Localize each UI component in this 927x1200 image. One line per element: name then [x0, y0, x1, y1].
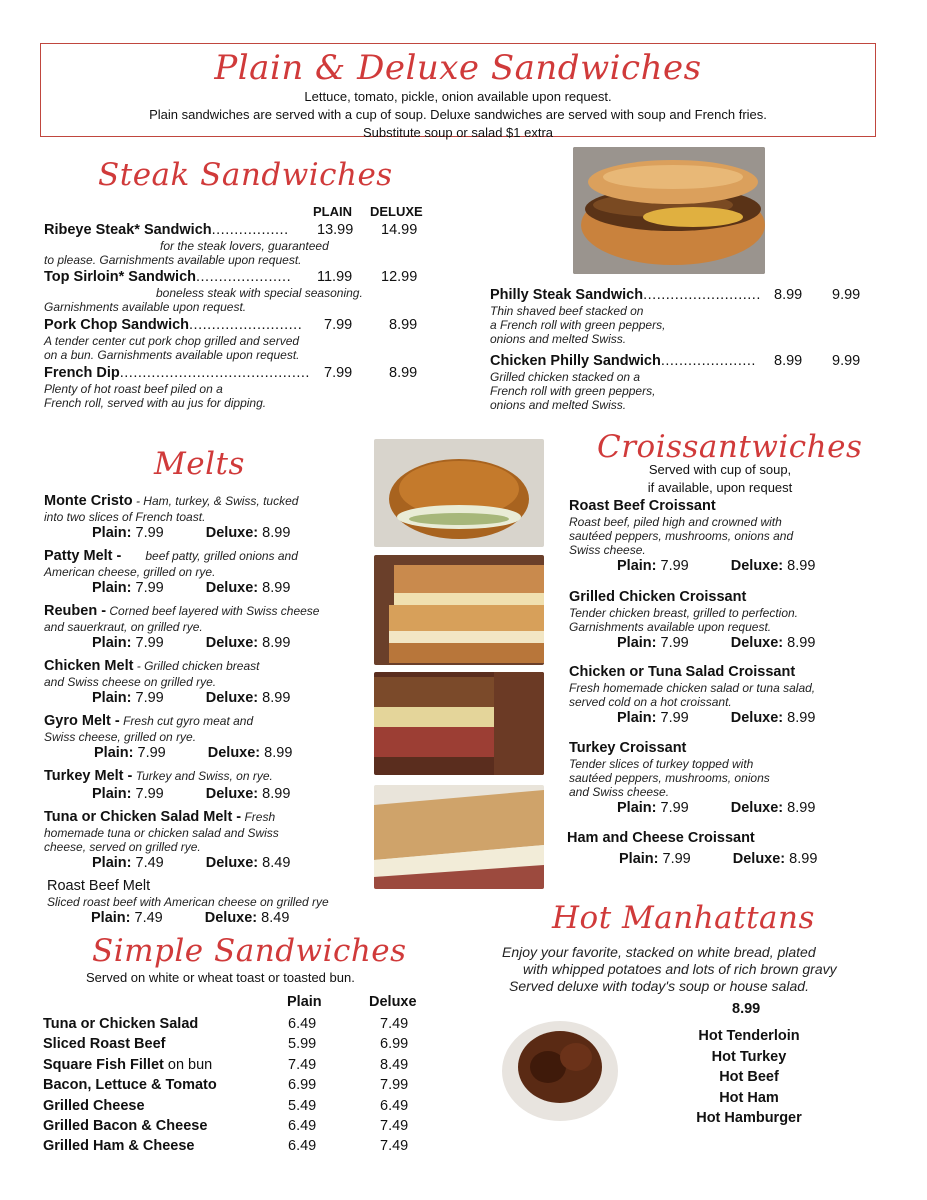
item-desc: Turkey and Swiss, on rye. [132, 769, 273, 783]
manhattans-title: Hot Manhattans [552, 900, 815, 936]
steak-item [44, 316, 444, 362]
deluxe-label: Deluxe: [730, 635, 784, 651]
reuben-photo [374, 672, 544, 775]
price-plain: 7.99 [660, 710, 689, 726]
price-deluxe: 8.99 [262, 690, 291, 706]
price-plain: 7.99 [135, 786, 164, 802]
steak-col-deluxe: DELUXE [370, 204, 423, 219]
croissant-item [569, 497, 889, 575]
plain-label: Plain: [92, 690, 132, 706]
melt-item [44, 767, 364, 803]
croissant-image [374, 439, 544, 547]
header-line-1: Lettuce, tomato, pickle, onion available upon request. [304, 89, 612, 104]
price-deluxe: 9.99 [832, 353, 861, 369]
price-deluxe: 6.49 [380, 1098, 409, 1114]
steak-title: Steak Sandwiches [98, 157, 393, 193]
deluxe-label: Deluxe: [205, 635, 259, 651]
price-plain: 13.99 [317, 222, 354, 238]
item-name: Monte Cristo [44, 493, 133, 509]
leader-dots: ..................... [660, 353, 756, 369]
simple-row [43, 1097, 145, 1115]
deluxe-label: Deluxe: [207, 745, 261, 761]
item-desc: to please. Garnishments available upon request. [44, 253, 302, 267]
price-deluxe: 8.99 [787, 710, 816, 726]
item-desc: and Swiss cheese. [569, 785, 670, 799]
item-name: Patty Melt - [44, 548, 122, 564]
item-desc: Fresh cut gyro meat and [119, 714, 254, 728]
simple-subtitle: Served on white or wheat toast or toasted bun. [86, 970, 355, 985]
item-desc: and Swiss cheese on grilled rye. [44, 675, 217, 689]
item-name: Reuben - [44, 603, 107, 619]
item-name: Tuna or Chicken Salad [43, 1016, 199, 1032]
panini-photo [374, 785, 544, 889]
croissant-item [569, 739, 889, 817]
plain-label: Plain: [92, 580, 132, 596]
plain-label: Plain: [92, 635, 132, 651]
item-desc: Plenty of hot roast beef piled on a [44, 382, 223, 396]
item-desc: served cold on a hot croissant. [569, 695, 732, 709]
item-name: Chicken Philly Sandwich [490, 353, 661, 369]
price-plain: 11.99 [317, 269, 353, 285]
manhattans-desc-1: Enjoy your favorite, stacked on white bread, plated [502, 944, 816, 960]
manhattan-item: Hot Beef [719, 1069, 779, 1085]
simple-row [43, 1015, 198, 1033]
melt-item [47, 877, 377, 927]
price-deluxe: 7.49 [380, 1016, 409, 1032]
price-plain: 7.99 [135, 580, 164, 596]
item-desc: Garnishments available upon request. [569, 620, 772, 634]
item-name: Grilled Ham & Cheese [43, 1138, 195, 1154]
item-desc: - Ham, turkey, & Swiss, tucked [132, 494, 299, 508]
item-name: Ribeye Steak* Sandwich [44, 222, 212, 238]
croissant-item [569, 588, 889, 652]
price-deluxe: 8.99 [262, 635, 291, 651]
plain-label: Plain: [94, 745, 134, 761]
item-desc: beef patty, grilled onions and [145, 549, 298, 563]
item-desc: cheese, served on grilled rye. [44, 840, 201, 854]
melt-image-3 [374, 785, 544, 889]
croissant-photo [374, 439, 544, 547]
price-plain: 5.49 [288, 1098, 317, 1114]
steak-col-plain: PLAIN [313, 204, 352, 219]
price-deluxe: 8.49 [261, 910, 290, 926]
price-deluxe: 8.49 [262, 855, 291, 871]
item-desc: Swiss cheese. [569, 543, 646, 557]
price-deluxe: 8.99 [787, 800, 816, 816]
price-deluxe: 8.99 [262, 525, 291, 541]
melt-item [44, 808, 364, 872]
manhattans-desc-3: Served deluxe with today's soup or house salad. [509, 978, 809, 994]
item-name: Turkey Melt - [44, 768, 133, 784]
item-name: Tuna or Chicken Salad Melt - [44, 809, 242, 825]
price-deluxe: 8.99 [789, 851, 818, 867]
item-name: Roast Beef Melt [47, 878, 151, 894]
price-deluxe: 8.99 [262, 786, 291, 802]
manhattan-item: Hot Ham [719, 1090, 779, 1106]
item-name: Turkey Croissant [569, 740, 687, 756]
item-name: Top Sirloin* Sandwich [44, 269, 196, 285]
item-desc: Tender slices of turkey topped with [569, 757, 754, 771]
simple-col-deluxe: Deluxe [369, 994, 417, 1010]
item-name: Roast Beef Croissant [569, 498, 716, 514]
plain-label: Plain: [92, 525, 132, 541]
croissant-subtitle-2: if available, upon request [647, 480, 793, 495]
deluxe-label: Deluxe: [205, 525, 259, 541]
plain-label: Plain: [92, 786, 132, 802]
manhattans-price: 8.99 [732, 1001, 761, 1017]
croissant-item [567, 829, 887, 868]
deluxe-label: Deluxe: [730, 710, 784, 726]
item-name: Gyro Melt - [44, 713, 120, 729]
price-deluxe: 6.99 [380, 1036, 409, 1052]
deluxe-label: Deluxe: [205, 580, 259, 596]
item-desc: onions and melted Swiss. [490, 398, 627, 412]
deluxe-label: Deluxe: [205, 786, 259, 802]
item-desc: Roast beef, piled high and crowned with [569, 515, 782, 529]
plain-label: Plain: [617, 635, 657, 651]
plain-label: Plain: [617, 558, 657, 574]
item-desc: and sauerkraut, on grilled rye. [44, 620, 203, 634]
price-deluxe: 12.99 [381, 269, 418, 285]
price-plain: 6.49 [288, 1118, 317, 1134]
price-deluxe: 14.99 [381, 222, 418, 238]
simple-row [43, 1056, 212, 1074]
leader-dots: ......................... [189, 317, 303, 333]
item-desc: a French roll with green peppers, [490, 318, 666, 332]
price-plain: 7.99 [662, 851, 691, 867]
item-desc: Sliced roast beef with American cheese on grilled rye [47, 895, 329, 909]
philly-sandwich-photo [573, 147, 765, 274]
simple-row [43, 1076, 217, 1094]
price-plain: 6.49 [288, 1016, 317, 1032]
melt-item [44, 547, 364, 597]
price-plain: 7.99 [660, 635, 689, 651]
item-name: Grilled Bacon & Cheese [43, 1118, 208, 1134]
melt-item [44, 602, 364, 652]
croissant-subtitle-1: Served with cup of soup, [648, 462, 792, 477]
price-deluxe: 8.99 [264, 745, 293, 761]
price-deluxe: 7.49 [380, 1138, 409, 1154]
price-deluxe: 9.99 [832, 287, 861, 303]
item-desc: Thin shaved beef stacked on [490, 304, 644, 318]
item-desc: French roll, served with au jus for dipping. [44, 396, 267, 410]
plain-label: Plain: [617, 800, 657, 816]
croissant-title: Croissantwiches [597, 429, 863, 465]
simple-col-plain: Plain [287, 994, 322, 1010]
header-title: Plain & Deluxe Sandwiches [214, 48, 702, 88]
header-line-2: Plain sandwiches are served with a cup of soup. Deluxe sandwiches are served with soup and French fries. [149, 107, 767, 122]
deluxe-label: Deluxe: [730, 558, 784, 574]
price-deluxe: 8.49 [380, 1057, 409, 1073]
deluxe-label: Deluxe: [204, 910, 258, 926]
item-desc: A tender center cut pork chop grilled and served [44, 334, 300, 348]
price-plain: 6.49 [288, 1138, 317, 1154]
melt-item [44, 492, 364, 542]
item-suffix: on bun [163, 1057, 213, 1073]
item-name: Pork Chop Sandwich [44, 317, 190, 333]
item-desc: sautéed peppers, mushrooms, onions and [569, 529, 794, 543]
header-box [40, 43, 876, 140]
item-desc: Corned beef layered with Swiss cheese [106, 604, 320, 618]
philly-item [490, 286, 870, 346]
price-deluxe: 7.99 [380, 1077, 409, 1093]
item-desc: boneless steak with special seasoning. [156, 286, 363, 300]
item-desc: into two slices of French toast. [44, 510, 206, 524]
price-plain: 7.49 [134, 910, 163, 926]
plain-label: Plain: [619, 851, 659, 867]
price-plain: 6.99 [288, 1077, 317, 1093]
item-name: French Dip [44, 365, 120, 381]
price-plain: 7.99 [135, 690, 164, 706]
item-name: Chicken or Tuna Salad Croissant [569, 664, 796, 680]
melt-item [44, 657, 364, 707]
item-desc: - Grilled chicken breast [133, 659, 260, 673]
item-name: Sliced Roast Beef [43, 1036, 166, 1052]
philly-item [490, 352, 870, 412]
manhattans-desc-2: with whipped potatoes and lots of rich brown gravy [523, 961, 837, 977]
item-desc: onions and melted Swiss. [490, 332, 627, 346]
item-desc: Fresh homemade chicken salad or tuna salad, [569, 681, 816, 695]
deluxe-label: Deluxe: [730, 800, 784, 816]
price-plain: 7.99 [135, 635, 164, 651]
price-plain: 5.99 [288, 1036, 317, 1052]
deluxe-label: Deluxe: [205, 855, 259, 871]
price-deluxe: 8.99 [262, 580, 291, 596]
melts-title: Melts [154, 446, 245, 482]
melt-photo [374, 555, 544, 665]
price-plain: 7.99 [137, 745, 166, 761]
item-name: Bacon, Lettuce & Tomato [43, 1077, 217, 1093]
leader-dots: ................. [211, 222, 289, 238]
plain-label: Plain: [617, 710, 657, 726]
item-desc: for the steak lovers, guaranteed [160, 239, 329, 253]
price-plain: 7.99 [324, 317, 353, 333]
item-desc: Garnishments available upon request. [44, 300, 247, 314]
item-desc: sautéed peppers, mushrooms, onions [569, 771, 770, 785]
item-name: Grilled Cheese [43, 1098, 145, 1114]
item-desc: Tender chicken breast, grilled to perfection. [569, 606, 799, 620]
plain-label: Plain: [91, 910, 131, 926]
item-desc: Grilled chicken stacked on a [490, 370, 641, 384]
item-desc: Fresh [241, 810, 276, 824]
manhattan-image [498, 1007, 622, 1123]
simple-row [43, 1117, 207, 1135]
plain-label: Plain: [92, 855, 132, 871]
item-name: Philly Steak Sandwich [490, 287, 644, 303]
steak-item [44, 364, 444, 410]
item-desc: American cheese, grilled on rye. [44, 565, 216, 579]
sandwich-image [573, 147, 765, 274]
croissant-item [569, 663, 889, 727]
manhattan-item: Hot Hamburger [696, 1110, 802, 1126]
item-name: Grilled Chicken Croissant [569, 589, 747, 605]
price-plain: 7.49 [135, 855, 164, 871]
price-plain: 8.99 [774, 353, 803, 369]
manhattan-item: Hot Tenderloin [698, 1028, 800, 1044]
simple-row [43, 1035, 166, 1053]
simple-row [43, 1137, 195, 1155]
item-name: Ham and Cheese Croissant [567, 830, 755, 846]
item-desc: on a bun. Garnishments available upon request. [44, 348, 300, 362]
manhattan-photo [498, 1007, 622, 1123]
melt-image-2 [374, 672, 544, 775]
item-desc: French roll with green peppers, [490, 384, 656, 398]
leader-dots: .......................................... [119, 365, 310, 381]
price-plain: 7.99 [660, 558, 689, 574]
price-deluxe: 8.99 [787, 635, 816, 651]
item-desc: homemade tuna or chicken salad and Swiss [44, 826, 279, 840]
price-plain: 7.99 [135, 525, 164, 541]
item-name: Square Fish Fillet [43, 1057, 164, 1073]
price-plain: 7.49 [288, 1057, 317, 1073]
price-plain: 7.99 [660, 800, 689, 816]
leader-dots: .......................... [643, 287, 761, 303]
deluxe-label: Deluxe: [732, 851, 786, 867]
manhattan-item: Hot Turkey [711, 1049, 787, 1065]
price-plain: 8.99 [774, 287, 803, 303]
price-deluxe: 7.49 [380, 1118, 409, 1134]
price-deluxe: 8.99 [389, 317, 418, 333]
price-deluxe: 8.99 [787, 558, 816, 574]
simple-title: Simple Sandwiches [92, 933, 407, 969]
price-plain: 7.99 [324, 365, 353, 381]
item-desc: Swiss cheese, grilled on rye. [44, 730, 197, 744]
item-name: Chicken Melt [44, 658, 134, 674]
price-deluxe: 8.99 [389, 365, 418, 381]
melt-image-1 [374, 555, 544, 665]
melt-item [44, 712, 364, 762]
deluxe-label: Deluxe: [205, 690, 259, 706]
leader-dots: ..................... [196, 269, 292, 285]
header-line-3: Substitute soup or salad $1 extra [362, 125, 554, 140]
